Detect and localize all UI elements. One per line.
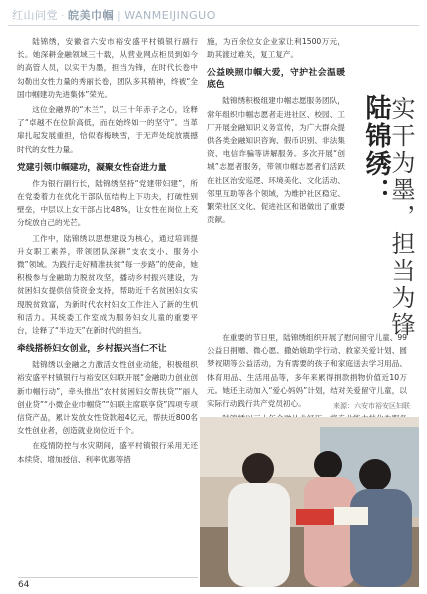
paragraph: 施，为百余位女企业家让利1500万元，助其渡过难关，复工复产。 [207, 37, 345, 60]
title-slogan: 实干为墨，担当为锋 [387, 96, 415, 339]
header-divider: | [117, 9, 122, 22]
photo-credit: 来源：六安市裕安区妇联 [333, 402, 410, 410]
header-text [12, 7, 216, 23]
paragraph: 这位金融界的“木兰”，以三十年赤子之心，诠释了“卓越不在位阶高低，而在始终如一的坚守”。当革扉扎起发展重担，恰似春梅映雪，于无声处绽放震撼时代的女性力量。 [17, 105, 198, 154]
article-left-column [17, 35, 198, 468]
photo-illustration [200, 417, 419, 587]
section-heading: 党建引领巾帼建功，凝聚女性奋进力量 [17, 162, 167, 173]
paragraph: 在重要的节日里，陆锦绣组织开展了慰问留守儿童、99公益日捐赠、微心愿、撒始娘助学行动、救家关爱计划、圆梦衩期等公益活动，为有需要的孩子和家庭送去学习用品、体育用品、生活用品等，多年来累得捐款捐物价值近10万元。她还主动加入“爱心妈妈”计划，结对关爱留守儿童，以实际行动践行共产党员初心。 [207, 333, 407, 409]
page-number: 64 [18, 580, 30, 590]
footer-rule [18, 577, 198, 578]
section-heading: 公益映照巾帼大爱，守护社会温暖底色 [207, 68, 345, 91]
paragraph: 陆锦绣以金融之力激活女性创业动能，积极组织裕安盛平村镇银行与裕安区妇联开展“金融助力创业创新巾帼行动”，牵头推出“农村贫困妇女帮扶贷”“丽人创业贷”“小微企业巾帼贷”“妇联主席联享贷”四项专项信贷产品，累计发放女性贷款超4亿元，帮扶近800名女性创业者，创造就业岗位近千个。 [17, 360, 198, 436]
section-heading: 牵线搭桥妇女创业，乡村振兴当仁不让 [17, 344, 167, 355]
article-photo [200, 417, 419, 587]
header-column: 皖美巾帼 [68, 9, 114, 22]
article-title [358, 94, 414, 342]
page-header [8, 5, 419, 27]
paragraph: 陆锦绣，安徽省六安市裕安盛平村镇银行副行长。她深耕金融领域三十载，从营业网点柜员到如今的高管人员，以实干为墨，担当为锋，在时代长卷中勾勒出女性力量的秀丽长卷，团队多其精神，终被“全国巾帼建功先进集体”荣光。 [17, 37, 198, 99]
header-section: 红山问党 [12, 9, 58, 22]
paragraph: 工作中，陆锦绣以思想建设为核心，通过培训提升女职工素养，带领团队深耕“支农支小、服务小微”领域。为践行走好精准扶贫“每一步路”的使命，她积极参与金融助力脱贫攻坚，播动乡村振兴建设，为贫困妇女提供信贷资金支持，帮助近千名贫困妇女实现脱贫致富，为新时代农村妇女工作注入了新的生机和活力。其统委工作室成为服务妇女儿童的重要平台，诠释了“半边天”在新时代的担当。 [17, 233, 198, 336]
paragraph: 在疫情防控与水灾期间，盛平村镇银行采用无还本续贷、增加授信、利率优惠等措 [17, 441, 198, 464]
paragraph: 作为银行副行长，陆锦绣坚持“党建带妇建”，所在党委着力在优化干部队伍结构上下功夫，打破性别壁垒，中层以上女干部占比48%，让女性在岗位上充分绽放自己的光芒。 [17, 178, 198, 228]
header-column-en: WANMEIJINGUO [124, 9, 216, 22]
header-dot: · [61, 9, 65, 22]
article-right-column [207, 35, 345, 228]
paragraph: 陆锦绣积极组建巾帼志愿服务团队，常年组织巾帼志愿者走进社区、校园、工厂开展金融知识义务宣传，为广大群众提供各类金融知识咨询、假币识别、非法集资、电信诈骗等讲解服务。多次开展“创城”志愿者服务，带领巾帼志愿者们活跃在社区治安巡逻、环境美化、文化活动、邻里互助等各个领域，为维护社区稳定、繁荣社区文化、促进社区和谐做出了重要贡献。 [207, 96, 345, 225]
header-rule [8, 25, 419, 26]
title-name: 陆锦绣： [361, 94, 391, 206]
